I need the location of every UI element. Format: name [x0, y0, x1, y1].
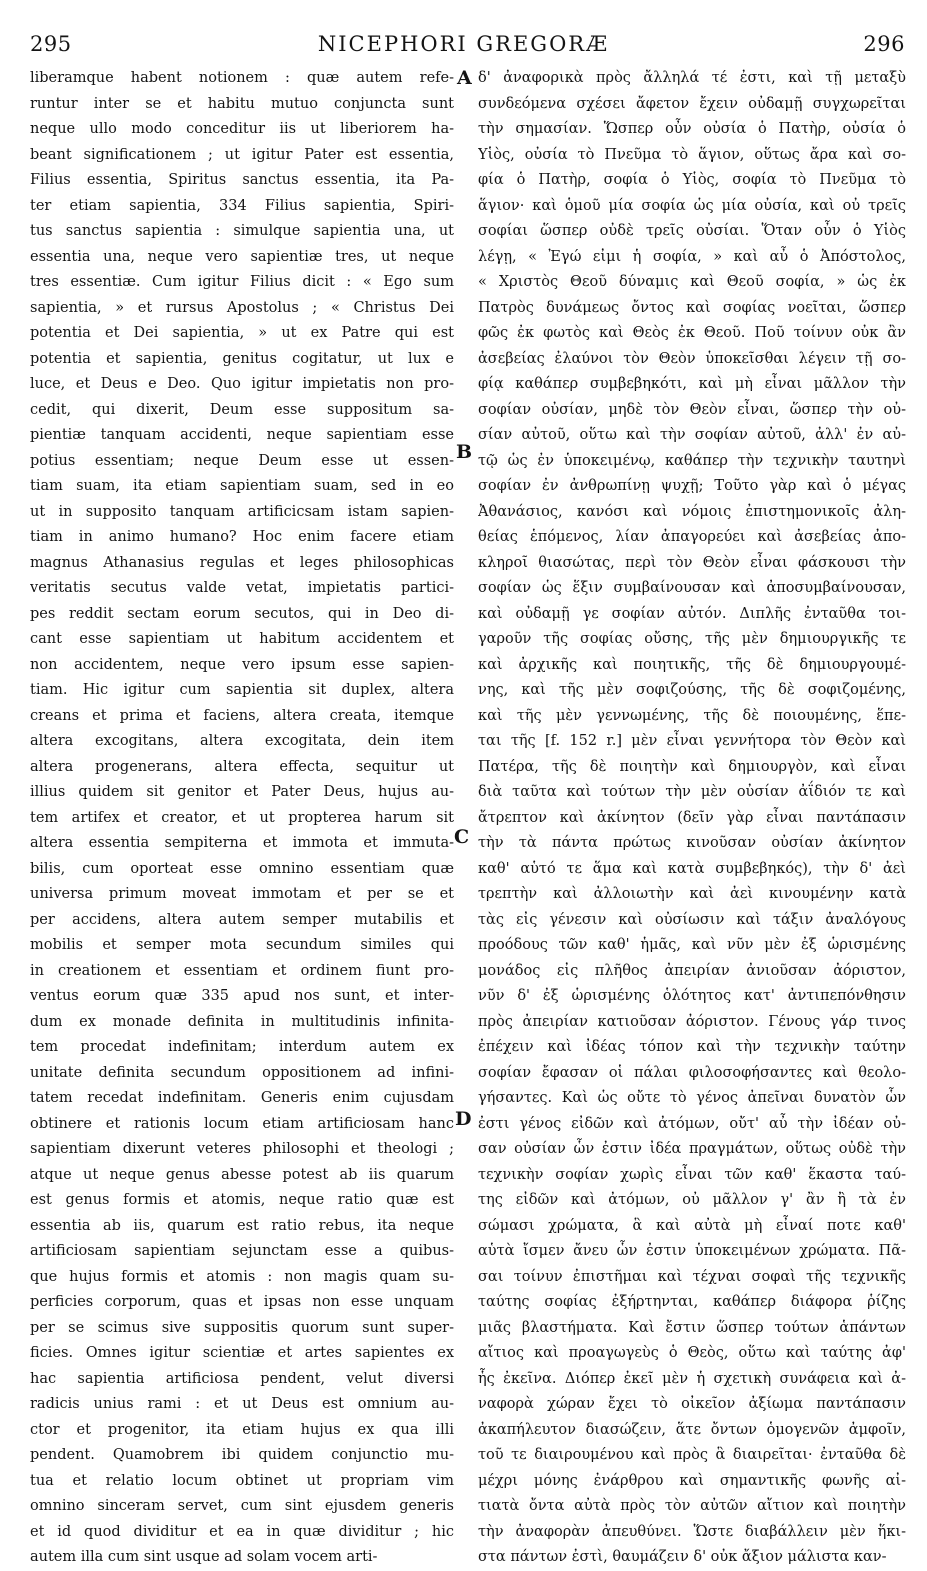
- latin-text-line: pientiæ tanquam accidenti, neque sapientiam esse: [30, 427, 454, 443]
- greek-text-line: ναφορὰ χώραν ἔχει τὸ οἰκεῖον ἀξίωμα παντάπασιν: [478, 1396, 906, 1412]
- greek-text-line: ταύτης σοφίας ἐξήρτηνται, καθάπερ διάφορα ῥίζης: [478, 1294, 906, 1310]
- greek-text-line: νης, καὶ τῆς μὲν σοφιζούσης, τῆς δὲ σοφιζομένης,: [478, 682, 906, 698]
- latin-text-line: que hujus formis et atomis : non magis quam su-: [30, 1268, 454, 1285]
- latin-text-line: essentia ab iis, quarum est ratio rebus, ita neque: [30, 1217, 454, 1234]
- greek-text-line: τρεπτὴν καὶ ἀλλοιωτὴν καὶ ἀεὶ κινουμένην κατὰ: [478, 886, 906, 902]
- greek-text-line: « Χριστὸς Θεοῦ δύναμις καὶ Θεοῦ σοφία, » ὡς ἐκ: [478, 274, 906, 290]
- page-number-left: 295: [30, 32, 72, 56]
- greek-text-line: τιατὰ ὄντα αὐτὰ πρὸς τὸν αὐτῶν αἴτιον καὶ ποιητὴν: [478, 1498, 906, 1514]
- greek-text-line: αὑτὰ ἴσμεν ἄνευ ὧν ἐστιν ὑποκειμένων χρώματα. Πᾶ-: [478, 1243, 906, 1259]
- greek-text-line: καὶ ἀρχικῆς καὶ ποιητικῆς, τῆς δὲ δημιουργουμέ-: [478, 656, 906, 673]
- greek-text-line: τὴν σημασίαν. Ὥσπερ οὖν οὐσία ὁ Πατὴρ, οὐσία ὁ: [478, 121, 906, 137]
- latin-column: [30, 66, 454, 1571]
- latin-text-line: tem procedat indefinitam; interdum autem ex: [30, 1039, 454, 1055]
- greek-text-line: αἴτιος καὶ προαγωγεὺς ὁ Θεὸς, οὕτω καὶ ταύτης ἀφ': [478, 1345, 906, 1361]
- latin-text-line: runtur inter se et habitu mutuo conjuncta sunt: [30, 95, 454, 112]
- latin-text-line: altera essentia sempiterna et immota et immuta-: [30, 835, 454, 851]
- greek-text-line: στα πάντων ἐστὶ, θαυμάζειν δ' οὐκ ἄξιον μάλιστα καν-: [478, 1549, 887, 1565]
- latin-text-line: sapientiam dixerunt veteres philosophi et theologi ;: [30, 1141, 454, 1157]
- greek-text-line: ἅγιον· καὶ ὁμοῦ μία σοφία ὡς μία οὐσία, καὶ οὐ τρεῖς: [478, 197, 906, 214]
- latin-text-line: illius quidem sit genitor et Pater Deus, hujus au-: [30, 784, 454, 800]
- greek-text-line: σαν οὐσίαν ὧν ἐστιν ἰδέα πραγμάτων, οὕτως οὐδὲ τὴν: [478, 1141, 906, 1157]
- greek-text-line: ἄτρεπτον καὶ ἀκίνητον (δεῖν γὰρ εἶναι παντάπασιν: [478, 809, 906, 826]
- greek-column: [478, 66, 906, 1571]
- margin-letter-c: C: [454, 826, 470, 848]
- greek-text-line: φίᾳ καθάπερ συμβεβηκότι, καὶ μὴ εἶναι μᾶλλον τὴν: [478, 376, 906, 392]
- latin-text-line: potius essentiam; neque Deum esse ut essen-: [30, 452, 454, 469]
- latin-text-line: cedit, qui dixerit, Deum esse suppositum sa-: [30, 401, 454, 418]
- latin-text-line: tiam in animo humano? Hoc enim facere etiam: [30, 529, 454, 545]
- latin-text-line: tres essentiæ. Cum igitur Filius dicit : « Ego sum: [30, 274, 454, 290]
- greek-text-line: μονάδος εἰς πλῆθος ἀπειρίαν ἀνιοῦσαν ἀόριστον,: [478, 962, 906, 979]
- latin-text-line: omnino sinceram servet, cum sint ejusdem generis: [30, 1498, 454, 1514]
- latin-text-line: pes reddit sectam eorum secutos, qui in Deo di-: [30, 605, 454, 622]
- page-number-right: 296: [863, 32, 905, 56]
- latin-text-line: est genus formis et atomis, neque ratio quæ est: [30, 1192, 454, 1208]
- greek-text-line: Πατέρα, τῆς δὲ ποιητὴν καὶ δημιουργὸν, καὶ εἶναι: [478, 758, 906, 775]
- latin-text-line: in creationem et essentiam et ordinem fiunt pro-: [30, 962, 454, 979]
- latin-text-line: potentia et sapientia, genitus cogitatur, ut lux e: [30, 350, 454, 367]
- latin-text-line: pendent. Quamobrem ibi quidem conjunctio mu-: [30, 1447, 454, 1463]
- latin-text-line: ficies. Omnes igitur scientiæ et artes sapientes ex: [30, 1345, 454, 1361]
- latin-text-line: tem artifex et creator, et ut propterea harum sit: [30, 809, 454, 826]
- latin-text-line: obtinere et rationis locum etiam artificiosam hanc: [30, 1115, 454, 1132]
- latin-text-line: altera progenerans, altera effecta, sequitur ut: [30, 758, 454, 775]
- latin-text-line: dum ex monade definita in multitudinis infinita-: [30, 1013, 454, 1030]
- greek-text-line: τὴν ἀναφορὰν ἀπευθύνει. Ὥστε διαβάλλειν μὲν ἥκι-: [478, 1523, 906, 1540]
- running-title: NICEPHORI GREGORÆ: [317, 32, 610, 56]
- greek-text-line: πρὸς ἀπειρίαν κατιοῦσαν ἀόριστον. Γένους γάρ τινος: [478, 1013, 906, 1030]
- latin-text-line: non accidentem, neque vero ipsum esse sapien-: [30, 656, 454, 673]
- greek-text-line: λέγῃ, « Ἐγώ εἰμι ἡ σοφία, » καὶ αὖ ὁ Ἀπόστολος,: [478, 248, 906, 265]
- greek-text-line: σοφίαν οὐσίαν, μηδὲ τὸν Θεὸν εἶναι, ὥσπερ τὴν οὐ-: [478, 401, 906, 418]
- latin-text-line: luce, et Deus e Deo. Quo igitur impietatis non pro-: [30, 376, 454, 392]
- greek-text-line: καὶ τῆς μὲν γεννωμένης, τῆς δὲ ποιουμένης, ἕπε-: [478, 707, 906, 724]
- latin-text-line: atque ut neque genus abesse potest ab iis quarum: [30, 1166, 454, 1183]
- latin-text-line: beant significationem ; ut igitur Pater est essentia,: [30, 146, 454, 163]
- latin-text-line: tatem recedat indefinitam. Generis enim cujusdam: [30, 1090, 454, 1106]
- margin-letter-b: B: [456, 441, 473, 463]
- greek-text-line: τεχνικὴν σοφίαν χωρὶς εἶναι τῶν καθ' ἕκαστα ταύ-: [478, 1166, 906, 1183]
- latin-text-line: unitate definita secundum oppositionem ad infini-: [30, 1064, 454, 1081]
- greek-text-line: σοφίαν ἔφασαν οἱ πάλαι φιλοσοφήσαντες καὶ θεολο-: [478, 1064, 906, 1081]
- latin-text-line: perficies corporum, quas et ipsas non esse unquam: [30, 1294, 454, 1310]
- latin-text-line: potentia et Dei sapientia, » ut ex Patre qui est: [30, 325, 454, 341]
- greek-text-line: συνδεόμενα σχέσει ἄφετον ἔχειν οὐδαμῇ συγχωρεῖται: [478, 95, 906, 112]
- latin-text-line: hac sapientia artificiosa pendent, velut diversi: [30, 1370, 454, 1387]
- latin-text-line: magnus Athanasius regulas et leges philosophicas: [30, 554, 454, 571]
- latin-text-line: artificiosam sapientiam sejunctam esse a quibus-: [30, 1243, 454, 1259]
- greek-text-line: νῦν δ' ἐξ ὡρισμένης ὁλότητος κατ' ἀντιπεπόνθησιν: [478, 988, 906, 1004]
- latin-text-line: ventus eorum quæ 335 apud nos sunt, et inter-: [30, 988, 454, 1004]
- greek-text-line: σώμασι χρώματα, ἃ καὶ αὐτὰ μὴ εἶναί ποτε καθ': [478, 1217, 906, 1234]
- latin-text-line: bilis, cum oporteat esse omnino essentiam quæ: [30, 860, 454, 877]
- greek-text-line: Πατρὸς δυνάμεως ὄντος καὶ σοφίας νοεῖται, ὥσπερ: [478, 299, 906, 316]
- greek-text-line: γήσαντες. Καὶ ὡς οὔτε τὸ γένος ἀπεῖναι δυνατὸν ὧν: [478, 1090, 906, 1106]
- greek-text-line: σοφίαν ὡς ἕξιν συμβαίνουσαν καὶ ἀποσυμβαίνουσαν,: [478, 580, 906, 596]
- latin-text-line: neque ullo modo conceditur iis ut liberiorem ha-: [30, 121, 454, 137]
- latin-text-line: cant esse sapientiam ut habitum accidentem et: [30, 631, 454, 647]
- greek-text-line: προόδους τῶν καθ' ἡμᾶς, καὶ νῦν μὲν ἐξ ὡρισμένης: [478, 937, 906, 953]
- latin-text-line: ter etiam sapientia, 334 Filius sapientia, Spiri-: [30, 197, 454, 214]
- latin-text-line: essentia una, neque vero sapientiæ tres, ut neque: [30, 248, 454, 265]
- greek-text-line: καὶ οὐδαμῇ γε σοφίαν αὐτόν. Διπλῆς ἐνταῦθα τοι-: [478, 605, 906, 622]
- greek-text-line: μιᾶς βλαστήματα. Καὶ ἔστιν ὥσπερ τούτων ἁπάντων: [478, 1319, 906, 1336]
- latin-text-line: Filius essentia, Spiritus sanctus essentia, ita Pa-: [30, 172, 454, 188]
- latin-text-line: creans et prima et faciens, altera creata, itemque: [30, 707, 454, 724]
- latin-text-line: altera excogitans, altera excogitata, dein item: [30, 733, 454, 749]
- greek-text-line: ἀκαπήλευτον διασώζειν, ἅτε ὄντων ὁμογενῶν ἀμφοῖν,: [478, 1421, 906, 1438]
- latin-text-line: tus sanctus sapientia : simulque sapientia una, ut: [30, 223, 454, 239]
- greek-text-line: σοφίαι ὥσπερ οὐδὲ τρεῖς οὐσίαι. Ὅταν οὖν ὁ Υἱὸς: [478, 223, 906, 239]
- greek-text-line: τῷ ὡς ἐν ὑποκειμένῳ, καθάπερ τὴν τεχνικὴν ταυτηνὶ: [478, 452, 906, 469]
- latin-text-line: tiam suam, ita etiam sapientiam suam, sed in eo: [30, 478, 454, 494]
- greek-text-line: φῶς ἐκ φωτὸς καὶ Θεὸς ἐκ Θεοῦ. Ποῦ τοίνυν οὐκ ἂν: [478, 325, 906, 341]
- latin-text-line: mobilis et semper mota secundum similes qui: [30, 937, 454, 953]
- margin-letter-d: D: [455, 1108, 472, 1130]
- greek-text-line: ται τῆς [f. 152 r.] μὲν εἶναι γεννήτορα τὸν Θεὸν καὶ: [478, 733, 906, 749]
- greek-text-line: ἀσεβείας ἐλαύνοι τὸν Θεὸν ὑποκεῖσθαι λέγειν τῇ σο-: [478, 350, 906, 367]
- latin-text-line: liberamque habent notionem : quæ autem refe-: [30, 70, 454, 86]
- latin-text-line: autem illa cum sint usque ad solam vocem arti-: [30, 1549, 378, 1565]
- latin-text-line: et id quod dividitur et ea in quæ dividitur ; hic: [30, 1523, 454, 1540]
- greek-text-line: τοῦ τε διαιρουμένου καὶ πρὸς ἃ διαιρεῖται· ἐνταῦθα δὲ: [478, 1447, 906, 1463]
- latin-text-line: sapientia, » et rursus Apostolus ; « Christus Dei: [30, 299, 454, 316]
- greek-text-line: ἐστι γένος εἰδῶν καὶ ἀτόμων, οὔτ' αὖ τὴν ἰδέαν οὐ-: [478, 1115, 906, 1132]
- latin-text-line: per se scimus sive suppositis quorum sunt super-: [30, 1319, 454, 1336]
- greek-text-line: ἐπέχειν καὶ ἰδέας τόπον καὶ τὴν τεχνικὴν ταύτην: [478, 1039, 906, 1055]
- latin-text-line: universa primum moveat immotam et per se et: [30, 886, 454, 902]
- greek-text-line: σοφίαν ἐν ἀνθρωπίνῃ ψυχῇ; Τοῦτο γὰρ καὶ ὁ μέγας: [478, 478, 906, 494]
- greek-text-line: διὰ ταῦτα καὶ τούτων τὴν μὲν οὐσίαν ἀΐδιόν τε καὶ: [478, 784, 906, 800]
- margin-letter-a: A: [457, 67, 472, 89]
- greek-text-line: τὰς εἰς γένεσιν καὶ οὐσίωσιν καὶ τάξιν ἀναλόγους: [478, 911, 906, 928]
- greek-text-line: μέχρι μόνης ἐνάρθρου καὶ σημαντικῆς φωνῆς αἰ-: [478, 1472, 906, 1489]
- greek-text-line: της εἰδῶν καὶ ἀτόμων, οὐ μᾶλλον γ' ἂν ἢ τὰ ἐν: [478, 1192, 906, 1208]
- greek-text-line: ἧς ἐκεῖνα. Διόπερ ἐκεῖ μὲν ἡ σχετικὴ συνάφεια καὶ ἀ-: [478, 1370, 906, 1387]
- greek-text-line: Υἱὸς, οὐσία τὸ Πνεῦμα τὸ ἅγιον, οὕτως ἄρα καὶ σο-: [478, 146, 906, 163]
- greek-text-line: σίαν αὐτοῦ, οὕτω καὶ τὴν σοφίαν αὐτοῦ, ἀλλ' ἐν αὐ-: [478, 427, 906, 443]
- latin-text-line: tiam. Hic igitur cum sapientia sit duplex, altera: [30, 682, 454, 698]
- latin-text-line: ctor et progenitor, ita etiam hujus ex qua illi: [30, 1421, 454, 1438]
- latin-text-line: veritatis secutus valde vetat, impietatis partici-: [30, 580, 454, 596]
- greek-text-line: Ἀθανάσιος, κανόσι καὶ νόμοις ἐπιστημονικοῖς ἀλη-: [478, 503, 906, 520]
- greek-text-line: κληροῖ θιασώτας, περὶ τὸν Θεὸν εἶναι φάσκουσι τὴν: [478, 554, 906, 571]
- greek-text-line: φία ὁ Πατὴρ, σοφία ὁ Υἱὸς, σοφία τὸ Πνεῦμα τὸ: [478, 172, 906, 188]
- latin-text-line: per accidens, altera autem semper mutabilis et: [30, 911, 454, 928]
- greek-text-line: σαι τοίνυν ἐπιστῆμαι καὶ τέχναι σοφαὶ τῆς τεχνικῆς: [478, 1268, 906, 1285]
- greek-text-line: τὴν τὰ πάντα πρώτως κινοῦσαν οὐσίαν ἀκίνητον: [478, 835, 906, 851]
- greek-text-line: γαροῦν τῆς σοφίας οὔσης, τῆς μὲν δημιουργικῆς τε: [478, 631, 906, 647]
- latin-text-line: ut in supposito tanquam artificicsam istam sapien-: [30, 503, 454, 520]
- latin-text-line: radicis unius rami : et ut Deus est omnium au-: [30, 1396, 454, 1412]
- greek-text-line: θείας ἑπόμενος, λίαν ἀπαγορεύει καὶ ἀσεβείας ἀπο-: [478, 529, 906, 545]
- greek-text-line: δ' ἀναφορικὰ πρὸς ἄλληλά τέ ἐστι, καὶ τῇ μεταξὺ: [478, 70, 906, 86]
- latin-text-line: tua et relatio locum obtinet ut propriam vim: [30, 1472, 454, 1489]
- greek-text-line: καθ' αὑτό τε ἅμα καὶ κατὰ συμβεβηκός), τὴν δ' ἀεὶ: [478, 860, 906, 877]
